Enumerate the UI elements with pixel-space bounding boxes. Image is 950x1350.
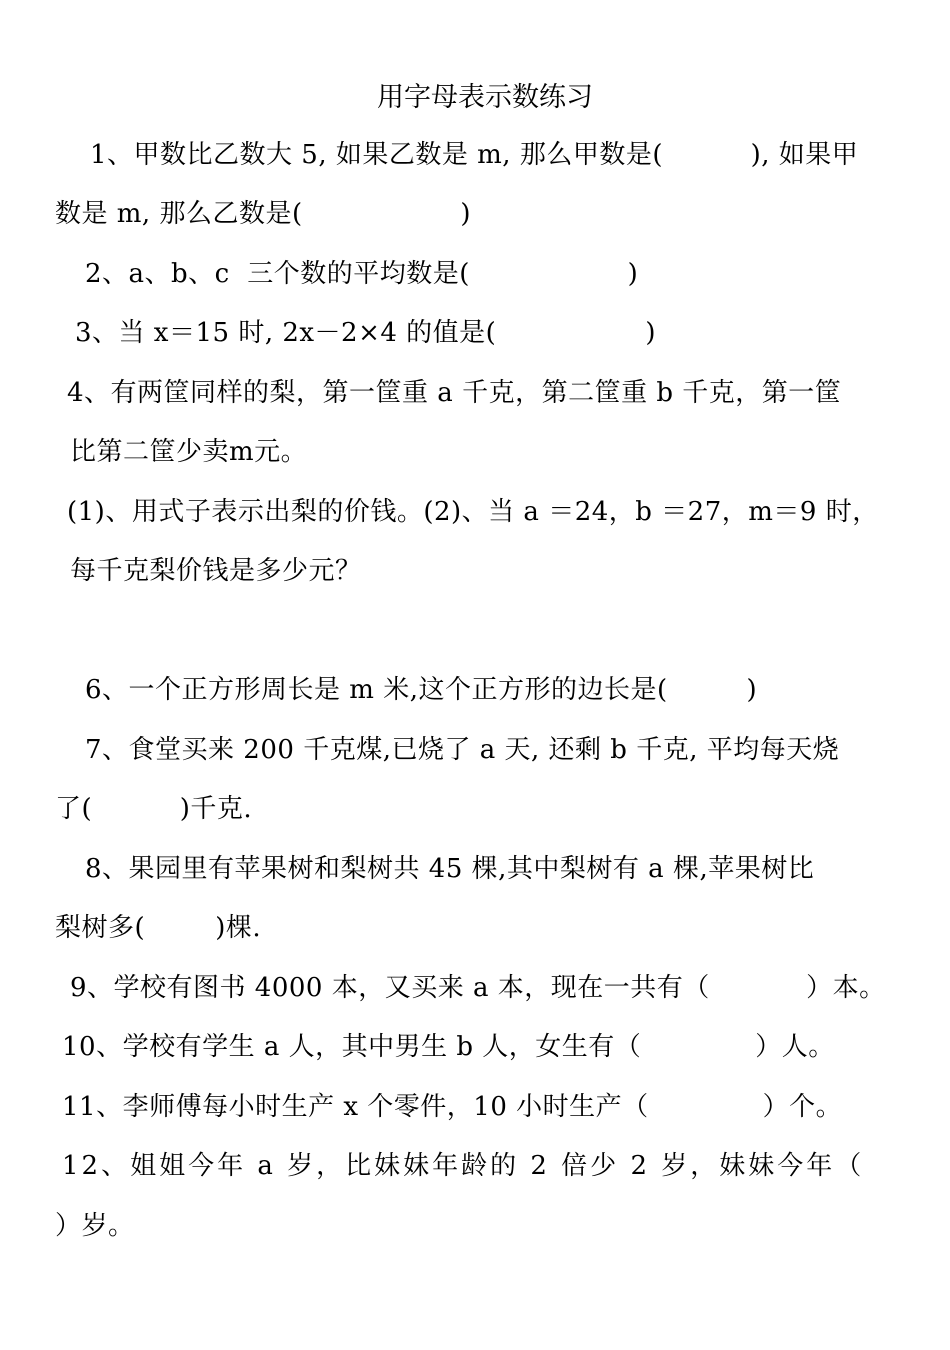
question-9: 9、学校有图书 4000 本，又买来 a 本，现在一共有（ ）本。: [70, 973, 886, 1003]
question-7-line-2: 了( )千克.: [55, 794, 253, 824]
question-12-line-1: 12、姐姐今年 a 岁，比妹妹年龄的 2 倍少 2 岁，妹妹今年（: [62, 1151, 865, 1181]
question-2: 2、a、b、c 三个数的平均数是( ): [85, 259, 639, 289]
question-8-line-2: 梨树多( )棵.: [55, 913, 262, 943]
question-4-line-2: 比第二筐少卖m元。: [70, 437, 308, 467]
question-6: 6、一个正方形周长是 m 米,这个正方形的边长是( ): [85, 675, 758, 705]
worksheet-title: 用字母表示数练习: [377, 82, 593, 113]
question-3: 3、当 x＝15 时, 2x－2×4 的值是( ): [75, 318, 656, 348]
question-8-line-1: 8、果园里有苹果树和梨树共 45 棵,其中梨树有 a 棵,苹果树比: [85, 854, 815, 884]
question-4-line-1: 4、有两筐同样的梨，第一筐重 a 千克，第二筐重 b 千克，第一筐: [67, 378, 842, 408]
question-11: 11、李师傅每小时生产 x 个零件，10 小时生产（ ）个。: [62, 1092, 843, 1122]
question-12-line-2: ）岁。: [55, 1211, 135, 1241]
question-1-line-1: 1、甲数比乙数大 5, 如果乙数是 m, 那么甲数是( ), 如果甲: [90, 140, 859, 170]
question-1-line-2: 数是 m, 那么乙数是( ): [55, 199, 471, 229]
question-10: 10、学校有学生 a 人，其中男生 b 人，女生有（ ）人。: [62, 1032, 835, 1062]
question-4-line-4: 每千克梨价钱是多少元？: [70, 556, 362, 586]
question-7-line-1: 7、食堂买来 200 千克煤,已烧了 a 天, 还剩 b 千克, 平均每天烧: [85, 735, 840, 765]
question-4-subquestions: (1)、用式子表示出梨的价钱。(2)、当 a ＝24，b ＝27，m＝9 时，: [67, 497, 879, 527]
